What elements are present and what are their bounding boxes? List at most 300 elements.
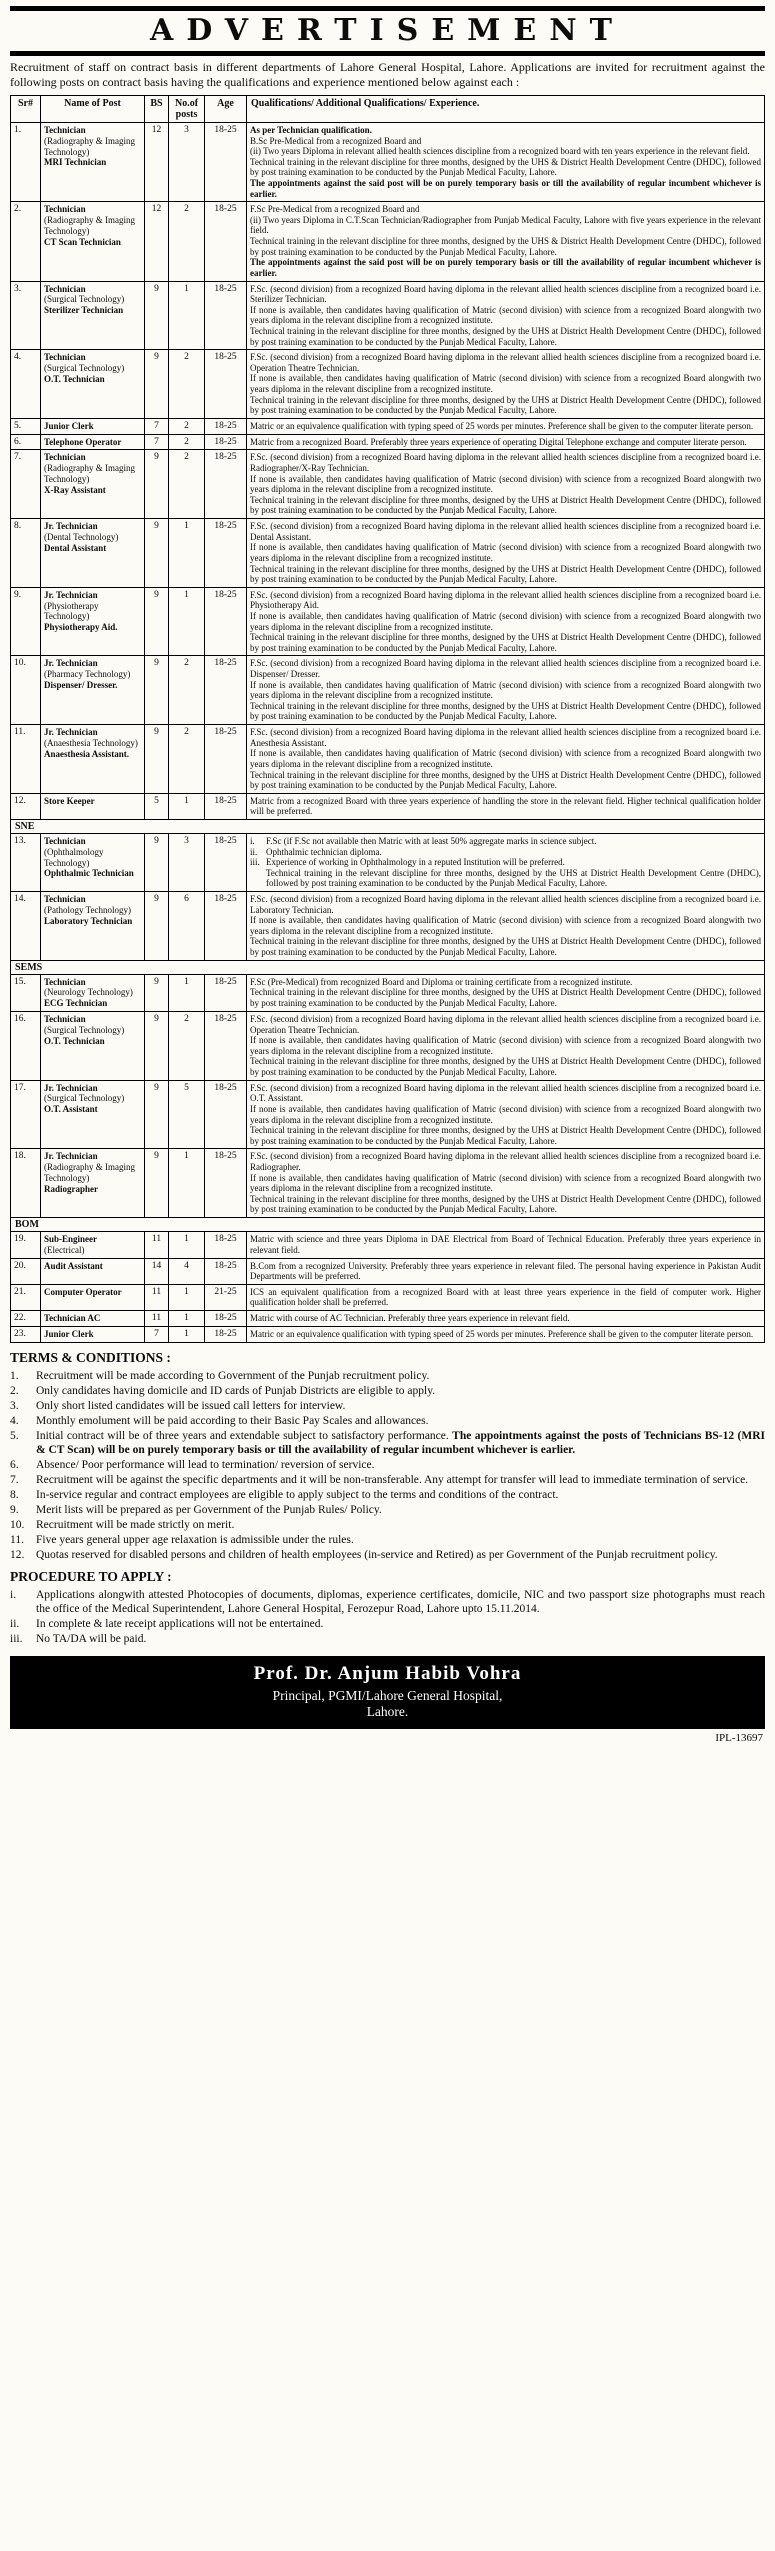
post-sr: 1. <box>11 123 41 202</box>
signatory-name: Prof. Dr. Anjum Habib Vohra <box>253 1662 522 1684</box>
post-name-line: Jr. Technician <box>44 1151 98 1162</box>
qualification-paragraph: F.Sc. (second division) from a recognized Board having diploma in the relevant allied health sciences discipline from a recognized board i.e. O.T. Assistant. <box>250 1082 761 1104</box>
terms-item <box>10 1533 765 1547</box>
post-qualification <box>247 202 765 281</box>
post-bs: 11 <box>145 1284 169 1310</box>
post-qualification <box>247 833 765 891</box>
signature-block <box>10 1656 765 1729</box>
list-marker: i. <box>250 835 255 846</box>
post-bs: 9 <box>145 1149 169 1218</box>
post-qualification <box>247 450 765 519</box>
post-count: 1 <box>169 1149 205 1218</box>
post-qualification <box>247 1311 765 1327</box>
qualification-paragraph: If none is available, then candidates having qualification of Matric (second division) with science from a recognized Board alongwith two years diploma in the relevant discipline from a recognized institute. <box>250 679 761 701</box>
terms-item <box>10 1458 765 1472</box>
terms-list <box>10 1369 765 1562</box>
post-name <box>41 1284 145 1310</box>
qualification-paragraph: F.Sc. (second division) from a recognized Board having diploma in the relevant allied health sciences discipline from a recognized board i.e. Operation Theatre Technician. <box>250 1014 761 1035</box>
item-text-segment: Monthly emolument will be paid according to their Basic Pay Scales and allowances. <box>36 1414 429 1427</box>
col-header-qualifications: Qualifications/ Additional Qualifications/ Experience. <box>247 96 765 123</box>
post-bs: 9 <box>145 519 169 588</box>
post-bs: 12 <box>145 202 169 281</box>
post-name-line: Store Keeper <box>44 795 95 806</box>
post-count: 1 <box>169 1232 205 1259</box>
post-sr: 19. <box>11 1232 41 1259</box>
post-row <box>11 974 765 1011</box>
post-qualification <box>247 281 765 350</box>
post-sr: 16. <box>11 1012 41 1081</box>
post-sr: 13. <box>11 833 41 891</box>
col-header-age: Age <box>205 96 247 123</box>
post-name-line: Technician <box>44 283 86 294</box>
post-bs: 5 <box>145 793 169 819</box>
post-age: 18-25 <box>205 1258 247 1284</box>
post-sr: 3. <box>11 281 41 350</box>
qualification-paragraph: Technical training in the relevant discipline for three months, designed by the UHS at District Health Development Centre (DHDC), followed by post training examination to be conducted by the Punjab Medical Faculty, Lahore. <box>250 987 761 1008</box>
item-text <box>36 1617 765 1631</box>
post-name-line: Audit Assistant <box>44 1260 103 1271</box>
post-sr: 20. <box>11 1258 41 1284</box>
qualification-paragraph: F.Sc. (second division) from a recognized Board having diploma in the relevant allied health sciences discipline from a recognized board i.e. Radiographer. <box>250 1151 761 1172</box>
post-count: 1 <box>169 519 205 588</box>
posts-table-body <box>11 123 765 1343</box>
post-qualification <box>247 1258 765 1284</box>
qualification-paragraph: Matric or an equivalence qualification with typing speed of 25 words per minutes. Preference shall be given to the computer literate person. <box>250 420 754 431</box>
post-count: 2 <box>169 434 205 450</box>
item-number: 4. <box>10 1414 19 1427</box>
post-name-line: (Surgical Technology) <box>44 362 125 373</box>
post-name <box>41 1012 145 1081</box>
procedure-item <box>10 1617 765 1631</box>
ad-reference-code: IPL-13697 <box>715 1731 763 1744</box>
item-text <box>36 1414 765 1428</box>
post-count: 1 <box>169 281 205 350</box>
post-name-line: (Radiography & Imaging Technology) <box>44 215 135 236</box>
qualification-paragraph: Matric from a recognized Board. Preferably three years experience of operating Digital Telephone exchange and computer literate person. <box>250 436 747 447</box>
post-bs: 9 <box>145 587 169 656</box>
title-block <box>10 6 765 56</box>
post-bs: 9 <box>145 833 169 891</box>
post-count: 2 <box>169 418 205 434</box>
post-name-line: Junior Clerk <box>44 1328 94 1339</box>
qualification-paragraph: If none is available, then candidates having qualification of Matric (second division) with science from a recognized Board alongwith two years diploma in the relevant discipline from a recognized institute. <box>250 610 761 632</box>
post-age: 18-25 <box>205 1012 247 1081</box>
post-age: 18-25 <box>205 1326 247 1342</box>
post-bs: 7 <box>145 418 169 434</box>
post-name-line: Technician <box>44 452 86 463</box>
qualification-paragraph: Matric from a recognized Board with three years experience of handling the store in the relevant field. Higher technical qualification holder will be preferred. <box>250 795 761 817</box>
post-name-line: (Neurology Technology) <box>44 987 133 998</box>
section-label: SEMS <box>11 960 765 974</box>
post-row <box>11 833 765 891</box>
post-qualification <box>247 656 765 725</box>
post-name-line: Radiographer <box>44 1183 98 1194</box>
post-row <box>11 1080 765 1149</box>
post-name <box>41 450 145 519</box>
title-rule-bottom <box>10 51 765 56</box>
post-name <box>41 1080 145 1149</box>
item-text-segment: In complete & late receipt applications will not be entertained. <box>36 1617 324 1630</box>
post-row <box>11 418 765 434</box>
qualification-paragraph: Technical training in the relevant discipline for three months, designed by the UHS at District Health Development Centre (DHDC), followed by post training examination to be conducted by the Punjab Medical Faculty, Lahore. <box>250 1125 761 1146</box>
post-name-line: (Surgical Technology) <box>44 294 125 305</box>
post-name-line: Technician <box>44 204 86 215</box>
item-text-segment: Only candidates having domicile and ID cards of Punjab Districts are eligible to apply. <box>36 1384 436 1397</box>
qualification-paragraph <box>250 836 761 847</box>
post-name-line: MRI Technician <box>44 157 107 168</box>
post-count: 6 <box>169 891 205 960</box>
intro-text: Recruitment of staff on contract basis in different departments of Lahore General Hospital, Lahore. Applications are invited for recruitment against the following posts on contract basis having the qualifications and experience mentioned below against each : <box>10 60 765 89</box>
post-name <box>41 793 145 819</box>
item-text-segment: Quotas reserved for disabled persons and children of health employees (in-service and Retired) as per Government of the Punjab recruitment policy. <box>36 1548 718 1561</box>
post-count: 1 <box>169 1284 205 1310</box>
qualification-paragraph: If none is available, then candidates having qualification of Matric (second division) with science from a recognized Board alongwith two years diploma in the relevant discipline from a recognized institute. <box>250 542 761 563</box>
terms-item <box>10 1369 765 1383</box>
post-count: 2 <box>169 656 205 725</box>
post-name-line: (Ophthalmology Technology) <box>44 846 104 868</box>
post-name <box>41 1326 145 1342</box>
posts-table-header-row <box>11 96 765 123</box>
item-number: 5. <box>10 1429 19 1442</box>
post-sr: 17. <box>11 1080 41 1149</box>
post-row <box>11 725 765 794</box>
post-qualification <box>247 1232 765 1259</box>
qualification-paragraph: Technical training in the relevant discipline for three months, designed by the UHS at District Health Development Centre (DHDC), followed by post training examination to be conducted by the Punjab Medical Faculty, Lahore. <box>250 700 761 722</box>
post-age: 18-25 <box>205 202 247 281</box>
terms-item <box>10 1488 765 1502</box>
post-bs: 9 <box>145 1012 169 1081</box>
post-qualification <box>247 1284 765 1310</box>
item-text-segment: Initial contract will be of three years and extendable subject to satisfactory performance. <box>36 1429 453 1442</box>
post-name-line: Technician AC <box>44 1313 101 1324</box>
qualification-paragraph: F.Sc. (second division) from a recognized Board having diploma in the relevant allied health sciences discipline from a recognized board i.e. Laboratory Technician. <box>250 893 761 915</box>
qualification-paragraph: (ii) Two years Diploma in relevant allied health sciences discipline from a recognized board with ten years experience in the relevant field. <box>250 146 750 157</box>
item-number: 7. <box>10 1473 19 1486</box>
post-sr: 18. <box>11 1149 41 1218</box>
post-count: 5 <box>169 1080 205 1149</box>
post-row <box>11 793 765 819</box>
qualification-paragraph: B.Sc Pre-Medical from a recognized Board and <box>250 135 422 146</box>
post-count: 2 <box>169 202 205 281</box>
item-number: 9. <box>10 1503 19 1516</box>
post-qualification <box>247 725 765 794</box>
qualification-paragraph: If none is available, then candidates having qualification of Matric (second division) with science from a recognized Board alongwith two years diploma in the relevant discipline from a recognized institute. <box>250 1172 761 1194</box>
post-name-line: (Pathology Technology) <box>44 904 131 915</box>
item-text <box>36 1588 765 1616</box>
item-text <box>36 1548 765 1562</box>
post-name <box>41 725 145 794</box>
qualification-paragraph: The appointments against the said post will be on purely temporary basis or till the availability of regular incumbent whichever is earlier. <box>250 257 761 278</box>
qualification-paragraph: As per Technician qualification. <box>250 125 372 135</box>
post-sr: 2. <box>11 202 41 281</box>
col-header-sr: Sr# <box>11 96 41 123</box>
post-name-line: Telephone Operator <box>44 436 122 447</box>
qualification-paragraph: Technical training in the relevant discipline for three months, designed by the UHS at District Health Development Centre (DHDC), followed by post training examination to be conducted by the Punjab Medical Faculty, Lahore. <box>250 632 761 653</box>
item-number: 3. <box>10 1399 19 1412</box>
item-text-segment: Absence/ Poor performance will lead to termination/ reversion of service. <box>36 1458 375 1471</box>
post-row <box>11 1284 765 1310</box>
post-name <box>41 974 145 1011</box>
col-header-posts-count: No.of posts <box>169 96 205 123</box>
post-count: 2 <box>169 350 205 419</box>
post-bs: 9 <box>145 350 169 419</box>
qualification-paragraph: Technical training in the relevant discipline for three months, designed by the UHS at District Health Development Centre (DHDC), followed by post training examination to be conducted by the Punjab Medical Faculty, Lahore. <box>250 769 761 791</box>
post-qualification <box>247 123 765 202</box>
col-header-post: Name of Post <box>41 96 145 123</box>
post-qualification <box>247 793 765 819</box>
page-title: ADVERTISEMENT <box>149 13 626 48</box>
post-count: 1 <box>169 1326 205 1342</box>
post-row <box>11 1311 765 1327</box>
post-sr: 12. <box>11 793 41 819</box>
list-marker: ii. <box>250 846 258 857</box>
qualification-paragraph: If none is available, then candidates having qualification of Matric (second division) with science from a recognized Board alongwith two years diploma in the relevant discipline from a recognized institute. <box>250 1103 761 1125</box>
post-bs: 11 <box>145 1232 169 1259</box>
post-name <box>41 281 145 350</box>
post-age: 21-25 <box>205 1284 247 1310</box>
item-text <box>36 1518 765 1532</box>
post-row <box>11 1149 765 1218</box>
post-count: 3 <box>169 833 205 891</box>
post-bs: 9 <box>145 450 169 519</box>
posts-table <box>10 95 765 1343</box>
post-sr: 10. <box>11 656 41 725</box>
post-age: 18-25 <box>205 587 247 656</box>
post-name <box>41 656 145 725</box>
qualification-paragraph: F.Sc. (second division) from a recognized Board having diploma in the relevant allied health sciences discipline from a recognized board i.e. Physiotherapy Aid. <box>250 589 761 611</box>
procedure-item <box>10 1588 765 1616</box>
post-age: 18-25 <box>205 1311 247 1327</box>
post-name-line: (Radiography & Imaging Technology) <box>44 1162 135 1183</box>
qualification-paragraph: If none is available, then candidates having qualification of Matric (second division) with science from a recognized Board alongwith two years diploma in the relevant discipline from a recognized institute. <box>250 473 761 495</box>
post-age: 18-25 <box>205 833 247 891</box>
post-name-line: Ophthalmic Technician <box>44 868 134 879</box>
post-age: 18-25 <box>205 418 247 434</box>
post-name-line: Technician <box>44 125 86 135</box>
post-count: 3 <box>169 123 205 202</box>
post-row <box>11 123 765 202</box>
section-row-bom <box>11 1218 765 1232</box>
item-text <box>36 1632 765 1646</box>
item-text <box>36 1429 765 1457</box>
item-text-segment: Applications alongwith attested Photocopies of documents, diplomas, experience certificates, domicile, NIC and two passport size photographs must reach the office of the Medical Superintendent, Lahore General Hospital, Ferozepur Road, Lahore upto 15.11.2014. <box>36 1588 765 1615</box>
post-name <box>41 1258 145 1284</box>
item-text <box>36 1488 765 1502</box>
post-bs: 14 <box>145 1258 169 1284</box>
section-label: SNE <box>11 819 765 833</box>
qualification-paragraph: F.Sc. (second division) from a recognized Board having diploma in the relevant allied health sciences discipline from a recognized board i.e. Dental Assistant. <box>250 521 761 542</box>
post-row <box>11 434 765 450</box>
terms-title: TERMS & CONDITIONS : <box>10 1349 171 1365</box>
section-row-sne <box>11 819 765 833</box>
post-sr: 5. <box>11 418 41 434</box>
post-sr: 7. <box>11 450 41 519</box>
posts-table-head <box>11 96 765 123</box>
qualification-paragraph: Technical training in the relevant discipline for three months, designed by the UHS at District Health Development Centre (DHDC), followed by post training examination to be conducted by the Punjab Medical Faculty, Lahore. <box>250 1193 761 1215</box>
item-text <box>36 1503 765 1517</box>
qualification-paragraph: ICS an equivalent qualification from a recognized Board with at least three years experience in the field of computer work. Higher qualification holder shall be preferred. <box>250 1286 761 1308</box>
post-name-line: Technician <box>44 352 86 363</box>
list-marker: iii. <box>250 857 260 868</box>
qualification-paragraph: Technical training in the relevant discipline for three months, designed by the UHS at District Health Development Centre (DHDC), followed by post training examination to be conducted by the Punjab Medical Faculty, Lahore. <box>250 936 761 958</box>
post-name-line: Jr. Technician <box>44 1082 98 1093</box>
post-age: 18-25 <box>205 1080 247 1149</box>
post-name-line: Sterilizer Technician <box>44 305 124 316</box>
post-name <box>41 833 145 891</box>
post-name-line: O.T. Assistant <box>44 1104 98 1115</box>
post-name-line: (Surgical Technology) <box>44 1024 125 1035</box>
post-age: 18-25 <box>205 656 247 725</box>
qualification-paragraph: If none is available, then candidates having qualification of Matric (second division) with science from a recognized Board alongwith two years diploma in the relevant discipline from a recognized institute. <box>250 748 761 769</box>
qualification-paragraph: Technical training in the relevant discipline for three months, designed by the UHS & District Health Development Centre (DHDC), followed by post training examination to be conducted by the Punjab Medical Faculty, Lahore. <box>250 156 761 178</box>
terms-item <box>10 1399 765 1413</box>
procedure-title: PROCEDURE TO APPLY : <box>10 1568 172 1584</box>
item-text-segment: Recruitment will be against the specific departments and it will be non-transferable. Any attempt for transfer will lead to immediate termination of service. <box>36 1473 749 1486</box>
post-name-line: Anaesthesia Assistant. <box>44 748 130 759</box>
post-age: 18-25 <box>205 1232 247 1259</box>
qualification-paragraph: Technical training in the relevant discipline for three months, designed by the UHS at District Health Development Centre (DHDC), followed by post training examination to be conducted by the Punjab Medical Faculty, Lahore. <box>250 394 761 416</box>
qualification-paragraph: Technical training in the relevant discipline for three months, designed by the UHS at District Health Development Centre (DHDC), followed by post training examination to be conducted by the Punjab Medical Faculty, Lahore. <box>250 563 761 585</box>
post-bs: 9 <box>145 656 169 725</box>
section-row-sems <box>11 960 765 974</box>
post-age: 18-25 <box>205 450 247 519</box>
qualification-text: Experience of working in Ophthalmology in a reputed Institution will be preferred. <box>266 857 565 868</box>
post-name-line: O.T. Technician <box>44 373 105 384</box>
qualification-paragraph: F.Sc. (second division) from a recognized Board having diploma in the relevant allied health sciences discipline from a recognized board i.e. Radiographer/X-Ray Technician. <box>250 452 761 474</box>
post-count: 1 <box>169 1311 205 1327</box>
post-count: 2 <box>169 725 205 794</box>
qualification-paragraph: Matric with course of AC Technician. Preferably three years experience in relevant field. <box>250 1313 570 1324</box>
post-name <box>41 1149 145 1218</box>
terms-item <box>10 1473 765 1487</box>
post-row <box>11 587 765 656</box>
item-text <box>36 1399 765 1413</box>
post-sr: 14. <box>11 891 41 960</box>
item-text-segment: Five years general upper age relaxation is admissible under the rules. <box>36 1533 354 1546</box>
post-name-line: Jr. Technician <box>44 589 98 600</box>
item-text-segment: Merit lists will be prepared as per Government of the Punjab Rules/ Policy. <box>36 1503 382 1516</box>
item-number: 1. <box>10 1369 19 1382</box>
qualification-paragraph: If none is available, then candidates having qualification of Matric (second division) with science from a recognized Board alongwith two years diploma in the relevant discipline from a recognized institute. <box>250 373 761 395</box>
post-name-line: Laboratory Technician <box>44 915 133 926</box>
post-name-line: Technician <box>44 976 86 987</box>
post-name-line: Sub-Engineer <box>44 1234 98 1244</box>
post-qualification <box>247 974 765 1011</box>
post-name <box>41 202 145 281</box>
terms-item <box>10 1384 765 1398</box>
terms-section <box>10 1350 765 1562</box>
qualification-paragraph: F.Sc. (second division) from a recognized Board having diploma in the relevant allied health sciences discipline from a recognized board i.e. Sterilizer Technician. <box>250 283 761 305</box>
terms-item <box>10 1414 765 1428</box>
post-name-line: (Pharmacy Technology) <box>44 669 131 680</box>
post-name-line: Computer Operator <box>44 1286 122 1297</box>
item-text-segment: No TA/DA will be paid. <box>36 1632 147 1645</box>
qualification-paragraph <box>250 847 761 858</box>
post-sr: 15. <box>11 974 41 1011</box>
post-name-line: CT Scan Technician <box>44 236 121 247</box>
post-row <box>11 1232 765 1259</box>
item-text-segment: Recruitment will be made strictly on merit. <box>36 1518 235 1531</box>
post-qualification <box>247 587 765 656</box>
post-name <box>41 519 145 588</box>
post-bs: 11 <box>145 1311 169 1327</box>
post-age: 18-25 <box>205 1149 247 1218</box>
post-count: 1 <box>169 587 205 656</box>
item-number: 11. <box>10 1533 24 1546</box>
post-qualification <box>247 350 765 419</box>
post-row <box>11 202 765 281</box>
post-name <box>41 123 145 202</box>
qualification-paragraph: Technical training in the relevant discipline for three months, designed by the UHS at District Health Development Centre (DHDC), followed by post training examination to be conducted by the Punjab Medical Faculty, Lahore. <box>250 325 761 347</box>
post-name <box>41 1232 145 1259</box>
post-bs: 9 <box>145 725 169 794</box>
post-sr: 8. <box>11 519 41 588</box>
qualification-paragraph: Technical training in the relevant discipline for three months, designed by the UHS & District Health Development Centre (DHDC), followed by post training examination to be conducted by the Punjab Medical Faculty, Lahore. <box>250 236 761 257</box>
post-sr: 4. <box>11 350 41 419</box>
procedure-section <box>10 1569 765 1646</box>
item-text <box>36 1384 765 1398</box>
post-name <box>41 1311 145 1327</box>
post-age: 18-25 <box>205 725 247 794</box>
post-name-line: (Radiography & Imaging Technology) <box>44 135 135 157</box>
item-text <box>36 1458 765 1472</box>
post-count: 2 <box>169 450 205 519</box>
col-header-bs: BS <box>145 96 169 123</box>
post-qualification <box>247 891 765 960</box>
post-row <box>11 519 765 588</box>
post-name <box>41 891 145 960</box>
qualification-paragraph: Matric or an equivalence qualification with typing speed of 25 words per minutes. Preference shall be given to the computer literate person. <box>250 1328 754 1339</box>
procedure-item <box>10 1632 765 1646</box>
item-text <box>36 1473 765 1487</box>
post-qualification <box>247 418 765 434</box>
post-bs: 7 <box>145 1326 169 1342</box>
post-sr: 23. <box>11 1326 41 1342</box>
post-name-line: Junior Clerk <box>44 420 94 431</box>
qualification-paragraph: F.Sc Pre-Medical from a recognized Board and <box>250 204 420 215</box>
qualification-text: Ophthalmic technician diploma. <box>266 846 382 857</box>
post-count: 1 <box>169 974 205 1011</box>
post-name-line: O.T. Technician <box>44 1035 105 1046</box>
post-name <box>41 587 145 656</box>
qualification-paragraph: (ii) Two years Diploma in C.T.Scan Technician/Radiographer from Punjab Medical Faculty, Lahore with five years experience in the relevant field. <box>250 214 761 236</box>
post-row <box>11 450 765 519</box>
title-rule-top <box>10 6 765 11</box>
post-qualification <box>247 1012 765 1081</box>
post-age: 18-25 <box>205 891 247 960</box>
post-row <box>11 281 765 350</box>
qualification-paragraph: If none is available, then candidates having qualification of Matric (second division) with science from a recognized Board alongwith two years diploma in the relevant discipline from a recognized institute. <box>250 304 761 326</box>
qualification-paragraph: Technical training in the relevant discipline for three months, designed by the UHS at District Health Development Centre (DHDC), followed by post training examination to be conducted by the Punjab Medical Faculty, Lahore. <box>250 494 761 516</box>
post-name-line: (Radiography & Imaging Technology) <box>44 463 135 485</box>
terms-item <box>10 1548 765 1562</box>
post-name-line: (Physiotherapy Technology) <box>44 600 99 622</box>
post-sr: 9. <box>11 587 41 656</box>
qualification-paragraph: F.Sc. (second division) from a recognized Board having diploma in the relevant allied health sciences discipline from a recognized board i.e. Anesthesia Assistant. <box>250 727 761 748</box>
post-row <box>11 891 765 960</box>
section-label: BOM <box>11 1218 765 1232</box>
qualification-paragraph: If none is available, then candidates having qualification of Matric (second division) with science from a recognized Board alongwith two years diploma in the relevant discipline from a recognized institute. <box>250 915 761 936</box>
post-age: 18-25 <box>205 974 247 1011</box>
item-number: iii. <box>10 1632 23 1645</box>
post-name-line: Dental Assistant <box>44 542 107 553</box>
post-name-line: Technician <box>44 835 86 846</box>
post-name-line: (Surgical Technology) <box>44 1093 125 1104</box>
item-text-segment: Recruitment will be made according to Government of the Punjab recruitment policy. <box>36 1369 430 1382</box>
procedure-list <box>10 1588 765 1646</box>
post-age: 18-25 <box>205 281 247 350</box>
post-name <box>41 418 145 434</box>
